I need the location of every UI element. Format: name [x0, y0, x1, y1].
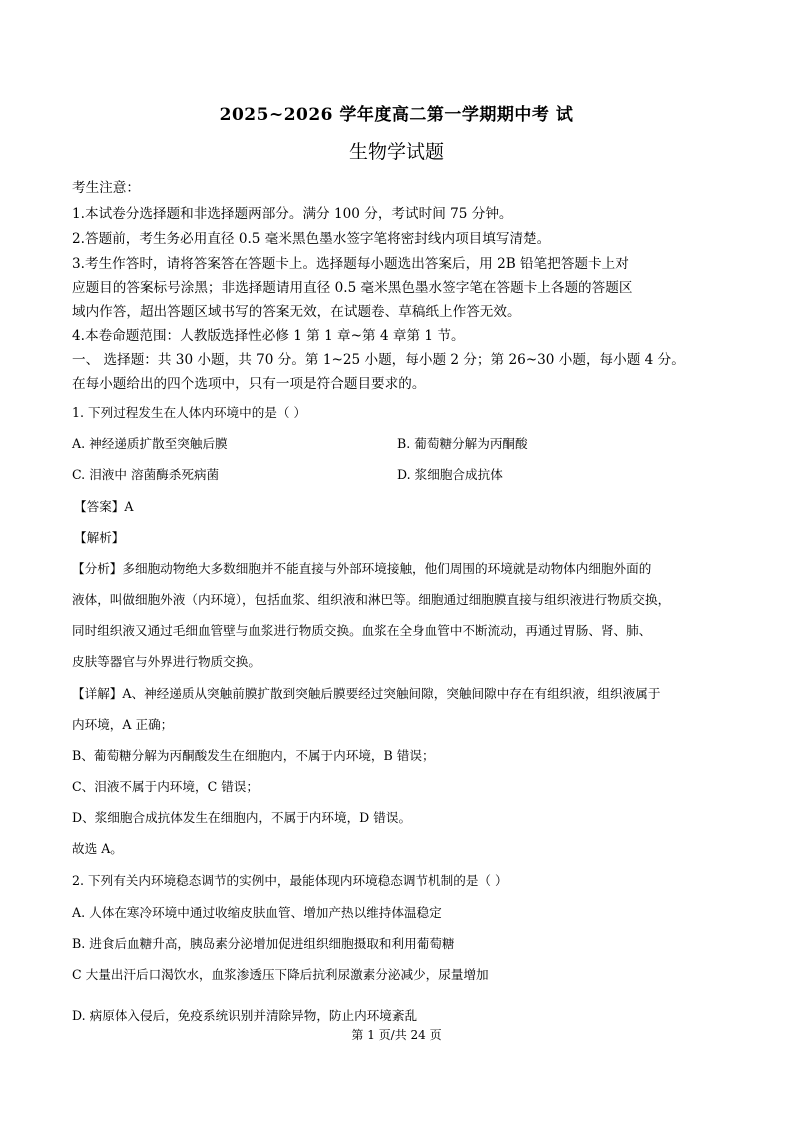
question-2-option-d: D. 病原体入侵后，免疫系统识别并清除异物，防止内环境紊乱: [72, 1008, 418, 1023]
question-2-option-b: B. 进食后血糖升高，胰岛素分泌增加促进组织细胞摄取和利用葡萄糖: [72, 936, 455, 951]
exam-subtitle: 生物学试题: [348, 141, 444, 163]
section-instructions-cont: 在每小题给出的四个选项中，只有一项是符合题目要求的。: [72, 376, 426, 392]
question-1-stem: 1. 下列过程发生在人体内环境中的是（ ）: [72, 405, 307, 420]
detail-line-b: B、葡萄糖分解为丙酮酸发生在细胞内，不属于内环境，B 错误；: [72, 748, 435, 763]
question-2-option-c: C 大量出汗后口渴饮水，血浆渗透压下降后抗利尿激素分泌减少，尿量增加: [72, 967, 489, 982]
notice-item-3-cont2: 域内作答，超出答题区域书写的答案无效，在试题卷、草稿纸上作答无效。: [72, 304, 521, 320]
analysis-line-3: 同时组织液又通过毛细血管壁与血浆进行物质交换。血浆在全身血管中不断流动，再通过胃肠、肾、肺、: [72, 623, 652, 638]
question-2-option-a: A. 人体在寒冷环境中通过收缩皮肤血管、增加产热以维持体温稳定: [72, 905, 442, 920]
detail-line-1: 【详解】A、神经递质从突触前膜扩散到突触后膜要经过突触间隙，突触间隙中存在有组织液，组织液属于: [72, 686, 661, 701]
question-1-option-d: D. 浆细胞合成抗体: [397, 467, 503, 482]
question-1-option-a: A. 神经递质扩散至突触后膜: [72, 436, 228, 451]
notice-item-2: 2.答题前，考生务必用直径 0.5 毫米黑色墨水签字笔将密封线内项目填写清楚。: [72, 231, 551, 247]
notice-heading: 考生注意：: [72, 180, 140, 196]
analysis-line-1: 【分析】多细胞动物绝大多数细胞并不能直接与外部环境接触，他们周围的环境就是动物体内细胞外面的: [72, 561, 652, 576]
question-1-answer: 【答案】A: [74, 499, 134, 514]
question-1-option-b: B. 葡萄糖分解为丙酮酸: [397, 436, 528, 451]
detail-conclusion: 故选 A。: [72, 841, 123, 856]
exam-title: 2025~2026 学年度高二第一学期期中考 试: [219, 105, 574, 125]
question-2-stem: 2. 下列有关内环境稳态调节的实例中，最能体现内环境稳态调节机制的是（ ）: [72, 873, 508, 888]
question-1-option-c: C. 泪液中 溶菌酶杀死病菌: [72, 467, 220, 482]
page-number: 第 1 页/共 24 页: [351, 1028, 442, 1042]
detail-line-d: D、浆细胞合成抗体发生在细胞内，不属于内环境，D 错误。: [72, 810, 412, 825]
notice-item-3-cont: 应题目的答案标号涂黑；非选择题请用直径 0.5 毫米黑色墨水签字笔在答题卡上各题的答题区: [72, 280, 633, 296]
question-1-analysis-label: 【解析】: [74, 530, 125, 545]
section-instructions: 一、 选择题：共 30 小题，共 70 分。第 1~25 小题，每小题 2 分；第 26~30 小题，每小题 4 分。: [72, 352, 685, 368]
detail-line-c: C、泪液不属于内环境，C 错误；: [72, 779, 259, 794]
notice-item-4: 4.本卷命题范围：人教版选择性必修 1 第 1 章~第 4 章第 1 节。: [72, 328, 465, 344]
analysis-line-4: 皮肤等器官与外界进行物质交换。: [72, 654, 261, 669]
analysis-line-2: 液体，叫做细胞外液（内环境），包括血浆、组织液和淋巴等。细胞通过细胞膜直接与组织液进行物质交换，: [72, 592, 671, 607]
detail-line-2: 内环境，A 正确；: [72, 717, 174, 732]
notice-item-1: 1.本试卷分选择题和非选择题两部分。满分 100 分，考试时间 75 分钟。: [72, 206, 513, 222]
notice-item-3: 3.考生作答时，请将答案答在答题卡上。选择题每小题选出答案后，用 2B 铅笔把答题卡上对: [72, 256, 629, 272]
